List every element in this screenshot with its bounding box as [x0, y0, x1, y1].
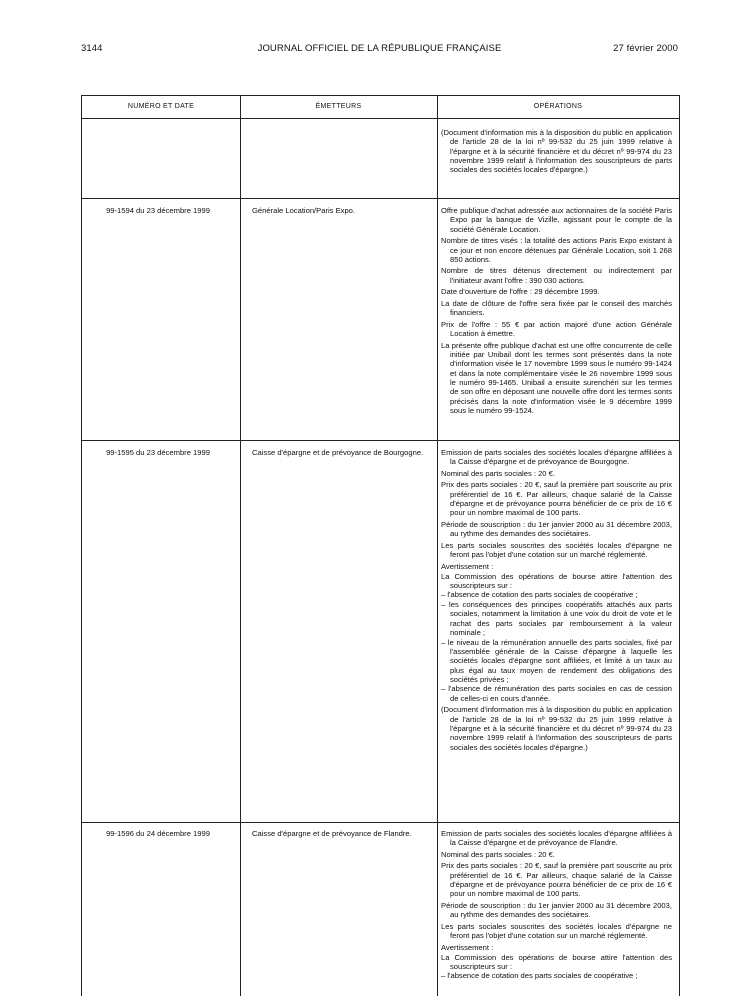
row-divider	[82, 198, 679, 199]
operation-paragraph: Nombre de titres détenus directement ou indirectement par l'initiateur avant l'offre : 390 030 actions.	[441, 266, 672, 285]
operation-paragraph: La Commission des opérations de bourse attire l'attention des souscripteurs sur :	[441, 952, 672, 971]
operations-cell	[441, 448, 672, 754]
warning-item: – les conséquences des principes coopératifs attachés aux parts sociales, notamment la limitation à une voix du droit de vote et le rachat des parts sociales par remboursement à la valeur nominale ;	[441, 599, 672, 637]
operation-paragraph: Nombre de titres visés : la totalité des actions Paris Expo existant à ce jour et non encore détenues par Générale Location, soit 1 268 850 actions.	[441, 236, 672, 264]
operations-table	[81, 95, 680, 996]
page-number: 3144	[81, 43, 103, 54]
emetteur-name: Caisse d'épargne et de prévoyance de Bourgogne.	[252, 448, 424, 457]
operation-paragraph: Emission de parts sociales des sociétés locales d'épargne affiliées à la Caisse d'épargne et de prévoyance de Bourgogne.	[441, 448, 672, 467]
warning-heading: Avertissement :	[441, 942, 494, 952]
operation-paragraph: Période de souscription : du 1er janvier 2000 au 31 décembre 2003, au rythme des demandes des sociétaires.	[441, 519, 672, 539]
warning-item: – l'absence de rémunération des parts sociales en cas de cession de celles-ci en cours d'année.	[441, 684, 672, 703]
warning-item: – le niveau de la rémunération annuelle des parts sociales, fixé par l'assemblée générale de la Caisse d'épargne à laquelle les sociétés locales d'épargne sont affiliées, et limité à un taux au plus égal au taux moyen de rendement des obligations des sociétés privées ;	[441, 637, 672, 684]
emetteur-name: Caisse d'épargne et de prévoyance de Flandre.	[252, 829, 412, 838]
operations-cell	[441, 128, 672, 177]
operations-cell	[441, 206, 672, 418]
issue-date: 27 février 2000	[613, 43, 678, 54]
column-header-emetteurs: ÉMETTEURS	[315, 103, 362, 110]
numero-date-cell: 99-1595 du 23 décembre 1999	[106, 448, 210, 457]
operation-paragraph: La date de clôture de l'offre sera fixée par le conseil des marchés financiers.	[441, 298, 672, 318]
operation-paragraph: Nominal des parts sociales : 20 €.	[441, 849, 555, 859]
column-header-operations: OPÉRATIONS	[533, 103, 583, 110]
operation-paragraph: Prix des parts sociales : 20 €, sauf la première part souscrite au prix préférentiel de 16 €. Par ailleurs, chaque salarié de la Caisse d'épargne et de prévoyance pourra bénéficier de ce prix de 16 € pour un nombre maximal de 100 parts.	[441, 861, 672, 899]
column-header-numero-date: NUMÉRO ET DATE	[127, 103, 195, 110]
operation-paragraph: Prix de l'offre : 55 € par action majoré d'une action Générale Location à émettre.	[441, 319, 672, 339]
warning-heading: Avertissement :	[441, 561, 494, 571]
table-header	[82, 96, 679, 119]
operation-paragraph: (Document d'information mis à la disposition du public en application de l'article 28 de la loi nº 99-532 du 25 juin 1999 relative à l'épargne et à la sécurité financière et du décret nº 99-974 du 23 novembre 1999 relatif à l'information des souscripteurs de parts sociales des sociétés locales d'épargne.)	[441, 128, 672, 175]
column-divider	[437, 96, 438, 996]
operation-paragraph: Emission de parts sociales des sociétés locales d'épargne affiliées à la Caisse d'épargne et de prévoyance de Flandre.	[441, 829, 672, 848]
page-header	[81, 43, 678, 57]
numero-date-cell: 99-1594 du 23 décembre 1999	[106, 206, 210, 215]
operation-paragraph: Les parts sociales souscrites des sociétés locales d'épargne ne feront pas l'objet d'une cotation sur un marché réglementé.	[441, 921, 672, 941]
row-divider	[82, 822, 679, 823]
warning-item: – l'absence de cotation des parts sociales de coopérative ;	[441, 590, 638, 600]
operation-paragraph: (Document d'information mis à la disposition du public en application de l'article 28 de la loi nº 99-532 du 25 juin 1999 relative à l'épargne et à la sécurité financière et du décret nº 99-974 du 23 novembre 1999 relatif à l'information des souscripteurs de parts sociales des sociétés locales d'épargne.)	[441, 705, 672, 752]
operation-paragraph: Période de souscription : du 1er janvier 2000 au 31 décembre 2003, au rythme des demandes des sociétaires.	[441, 900, 672, 920]
emetteur-name: Générale Location/Paris Expo.	[252, 206, 355, 215]
operations-cell	[441, 829, 672, 981]
operation-paragraph: Date d'ouverture de l'offre : 29 décembre 1999.	[441, 287, 600, 297]
operation-paragraph: Les parts sociales souscrites des sociétés locales d'épargne ne feront pas l'objet d'une cotation sur un marché réglementé.	[441, 540, 672, 560]
numero-date-cell: 99-1596 du 24 décembre 1999	[106, 829, 210, 838]
emetteur-cell	[252, 448, 430, 457]
column-divider	[240, 96, 241, 996]
operation-paragraph: La Commission des opérations de bourse attire l'attention des souscripteurs sur :	[441, 571, 672, 590]
journal-title: JOURNAL OFFICIEL DE LA RÉPUBLIQUE FRANÇAISE	[257, 43, 502, 54]
operation-paragraph: La présente offre publique d'achat est une offre concurrente de celle initiée par Unibail dont les termes sont présentés dans la note d'information visée le 17 novembre 1999 sous le numéro 99-1424 et dans la note complémentaire visée le 26 novembre 1999 sous le numéro 99-1465. Unibail a ensuite surenchéri sur les termes de son offre en déposant une nouvelle offre dont les termes sonts précisés dans la note d'information visée le 9 décembre 1999 sous le numéro 99-1524.	[441, 340, 672, 415]
row-divider	[82, 440, 679, 441]
emetteur-cell	[252, 206, 430, 215]
emetteur-cell	[252, 829, 430, 838]
warning-item: – l'absence de cotation des parts sociales de coopérative ;	[441, 971, 638, 981]
operation-paragraph: Nominal des parts sociales : 20 €.	[441, 468, 555, 478]
operation-paragraph: Prix des parts sociales : 20 €, sauf la première part souscrite au prix préférentiel de 16 €. Par ailleurs, chaque salarié de la Caisse d'épargne et de prévoyance pourra bénéficier de ce prix de 16 € pour un nombre maximal de 100 parts.	[441, 480, 672, 518]
operation-paragraph: Offre publique d'achat adressée aux actionnaires de la société Paris Expo par la banque de Vizille, agissant pour le compte de la société Générale Location.	[441, 206, 672, 234]
